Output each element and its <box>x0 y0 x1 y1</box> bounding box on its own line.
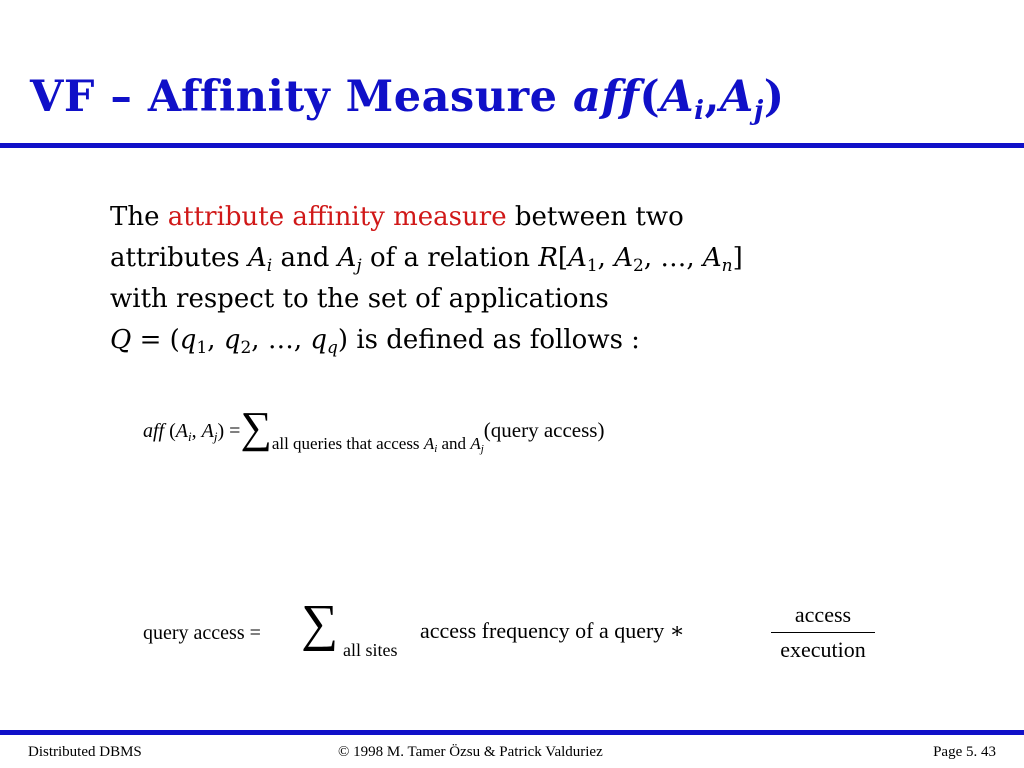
f2-denominator: execution <box>780 637 866 662</box>
var-an: A <box>702 243 722 273</box>
text-defined: ) is defined as follows : <box>337 325 640 355</box>
f1-sub-i: i <box>188 429 192 444</box>
slide-title <box>30 72 785 126</box>
f1-range-sub-j: j <box>480 443 484 455</box>
f1-close: ) = <box>217 420 241 442</box>
sub-q2: 2 <box>240 338 252 358</box>
title-sub-i: i <box>694 96 705 126</box>
f2-sigma-symbol: ∑ <box>301 595 339 652</box>
var-ai: A <box>247 243 267 273</box>
sub-n: n <box>721 256 733 276</box>
text-eq: = ( <box>131 325 180 355</box>
title-prefix: VF – Affinity Measure <box>30 72 573 122</box>
f1-range-sub-i: i <box>434 443 438 455</box>
text-attributes: attributes <box>110 243 248 273</box>
f1-comma: , <box>191 420 202 442</box>
f1-sum-range <box>272 434 484 453</box>
f1-query-access: (query access) <box>483 418 605 442</box>
bracket-open: [ <box>557 243 569 273</box>
highlight-term: attribute affinity measure <box>167 202 507 232</box>
footer-divider <box>0 730 1024 735</box>
definition-line-4 <box>110 320 970 361</box>
definition-text <box>110 197 970 361</box>
sep-1: , <box>597 243 615 273</box>
f1-aj: A <box>201 420 214 442</box>
f1-range-ai: A <box>423 434 435 453</box>
sub-2: 2 <box>632 256 644 276</box>
sub-1: 1 <box>586 256 598 276</box>
f1-range-and: and <box>437 434 471 453</box>
f1-open: ( <box>164 420 176 442</box>
sub-q1: 1 <box>196 338 208 358</box>
var-aj: A <box>337 243 357 273</box>
var-q: Q <box>110 325 132 355</box>
var-a2: A <box>614 243 633 273</box>
f1-range-aj: A <box>470 434 481 453</box>
footer-copyright: © 1998 M. Tamer Özsu & Patrick Valduriez <box>338 744 603 760</box>
f2-fraction <box>771 600 875 665</box>
ellipsis-2: , …, <box>251 325 311 355</box>
title-a2: A <box>719 72 754 122</box>
text-and: and <box>272 243 338 273</box>
var-q2: q <box>223 325 241 355</box>
sub-j: j <box>356 256 362 276</box>
f2-label: query access = <box>143 622 261 644</box>
bracket-close: ] <box>732 243 743 273</box>
footer-page-number: Page 5. 43 <box>933 744 996 760</box>
var-qq: q <box>310 325 328 355</box>
ellipsis-1: , …, <box>643 243 703 273</box>
f2-numerator: access <box>794 602 852 627</box>
f2-term: access frequency of a query ∗ <box>420 618 685 643</box>
var-q1: q <box>179 325 197 355</box>
title-sub-j: j <box>753 96 764 126</box>
text-the: The <box>110 202 168 232</box>
title-func: aff <box>572 72 640 122</box>
f1-ai: A <box>175 420 189 442</box>
definition-line-3: with respect to the set of applications <box>110 284 609 314</box>
text-between: between two <box>506 202 684 232</box>
title-divider <box>0 143 1024 148</box>
title-close: ) <box>763 72 785 122</box>
f1-sub-j: j <box>213 429 218 444</box>
f1-sigma-symbol: ∑ <box>240 403 272 452</box>
var-a1: A <box>568 243 587 273</box>
footer-course: Distributed DBMS <box>28 744 142 760</box>
title-a1: A <box>660 72 695 122</box>
sub-i: i <box>266 256 273 276</box>
definition-line-2 <box>110 238 970 279</box>
fraction-bar <box>771 632 875 633</box>
sep-q: , <box>207 325 224 355</box>
title-comma: , <box>704 72 720 122</box>
sub-qq: q <box>327 338 338 358</box>
text-of-relation: of a relation <box>361 243 539 273</box>
f1-range-text: all queries that access <box>271 434 424 453</box>
f1-func: aff <box>143 420 165 442</box>
definition-line-1 <box>110 197 970 238</box>
affinity-formula <box>143 403 605 455</box>
var-r: R <box>538 243 558 273</box>
f2-sum-range: all sites <box>343 640 398 660</box>
title-open: ( <box>639 72 661 122</box>
